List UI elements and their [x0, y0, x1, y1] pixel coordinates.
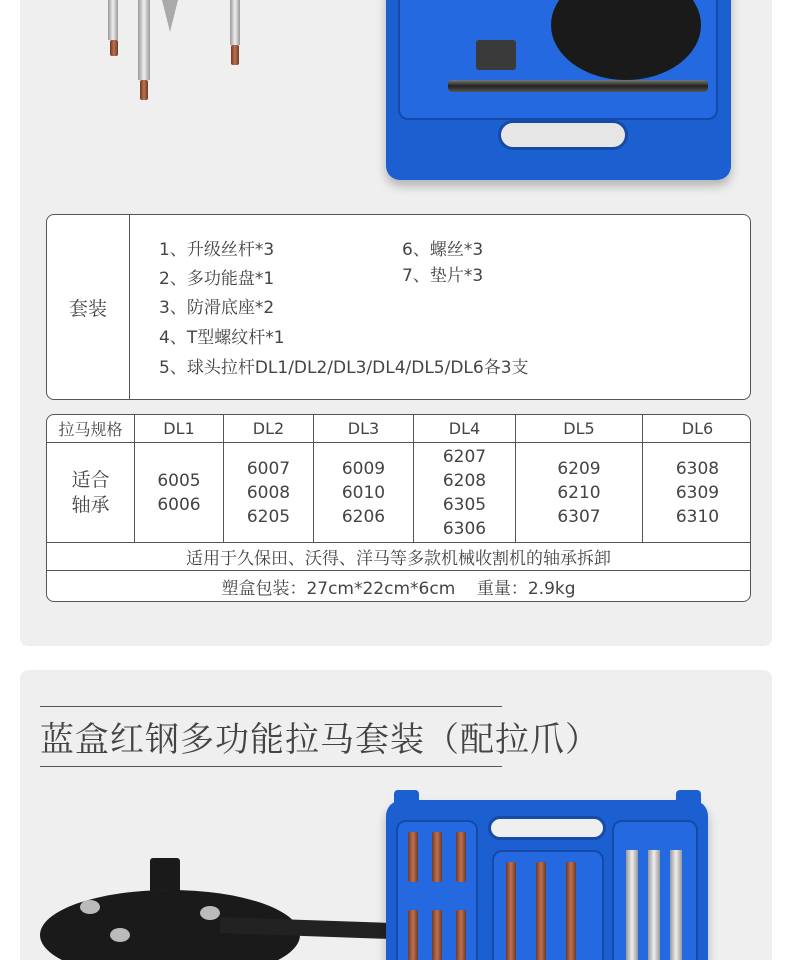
spec-col-header: DL6 — [681, 419, 714, 438]
fit-bearing-label — [47, 443, 134, 542]
table-divider — [413, 415, 414, 542]
bearing-value: 6008 — [246, 482, 291, 503]
bearing-value: 6006 — [157, 494, 201, 515]
spec-header-label: 拉马规格 — [58, 420, 123, 439]
bearing-cell-dl1 — [135, 443, 223, 542]
table-divider — [223, 415, 224, 542]
bearing-value: 6308 — [675, 458, 720, 479]
bearing-value: 6010 — [341, 482, 386, 503]
section-title-text: 蓝盒红钢多功能拉马套装（配拉爪） — [40, 720, 600, 760]
bearing-value: 6305 — [442, 494, 487, 515]
bearing-cell-dl6 — [643, 443, 751, 542]
table-divider — [515, 415, 516, 542]
spec-col-header: DL2 — [252, 419, 285, 438]
bearing-value: 6009 — [341, 458, 386, 479]
spec-col-header: DL3 — [347, 419, 380, 438]
bearing-value: 6210 — [557, 482, 601, 503]
bearing-value: 6207 — [442, 446, 487, 467]
bearing-value: 6307 — [557, 506, 601, 527]
bearing-value: 6309 — [675, 482, 720, 503]
product-spec-card — [20, 0, 772, 646]
kit-item: 2、多功能盘*1 — [159, 269, 275, 289]
kit-item: 7、垫片*3 — [402, 266, 484, 286]
bearing-value: 6208 — [442, 470, 487, 491]
table-divider — [47, 442, 750, 443]
bearing-value: 6209 — [557, 458, 601, 479]
product-photo-case-open — [386, 770, 726, 960]
title-rule — [40, 766, 502, 767]
product-photo-puller — [40, 850, 390, 960]
fit-label-line1: 适合 — [71, 468, 110, 491]
bearing-cell-dl3 — [314, 443, 413, 542]
fit-label-line2: 轴承 — [71, 493, 110, 516]
table-divider — [134, 415, 135, 542]
packaging-note: 塑盒包装：27cm*22cm*6cm 重量：2.9kg — [221, 578, 576, 599]
product-photo-tools — [70, 0, 290, 110]
table-divider — [47, 570, 750, 571]
kit-item: 6、螺丝*3 — [402, 240, 484, 260]
product-section-card — [20, 670, 772, 960]
bearing-cell-dl5 — [516, 443, 642, 542]
compatibility-note: 适用于久保田、沃得、洋马等多款机械收割机的轴承拆卸 — [186, 549, 611, 569]
bearing-value: 6005 — [157, 470, 201, 491]
section-title — [40, 712, 600, 761]
kit-contents-table — [46, 214, 751, 400]
bearing-value: 6310 — [675, 506, 720, 527]
table-divider — [642, 415, 643, 542]
bearing-cell-dl2 — [224, 443, 313, 542]
bearing-spec-table — [46, 414, 751, 602]
table-divider — [313, 415, 314, 542]
bearing-value: 6007 — [246, 458, 291, 479]
spec-col-header: DL1 — [163, 419, 195, 438]
kit-item: 3、防滑底座*2 — [159, 298, 275, 318]
bearing-cell-dl4 — [414, 443, 515, 542]
bearing-value: 6306 — [442, 518, 487, 539]
kit-item: 1、升级丝杆*3 — [159, 240, 275, 260]
spec-col-header: DL5 — [563, 419, 595, 438]
kit-item: 5、球头拉杆DL1/DL2/DL3/DL4/DL5/DL6各3支 — [159, 358, 529, 378]
spec-col-header: DL4 — [448, 419, 481, 438]
kit-contents-label: 套装 — [47, 215, 130, 399]
bearing-value: 6205 — [246, 506, 291, 527]
kit-item: 4、T型螺纹杆*1 — [159, 328, 285, 348]
title-rule — [40, 706, 502, 707]
product-photo-case — [386, 0, 746, 190]
bearing-value: 6206 — [341, 506, 386, 527]
table-divider — [47, 542, 750, 543]
